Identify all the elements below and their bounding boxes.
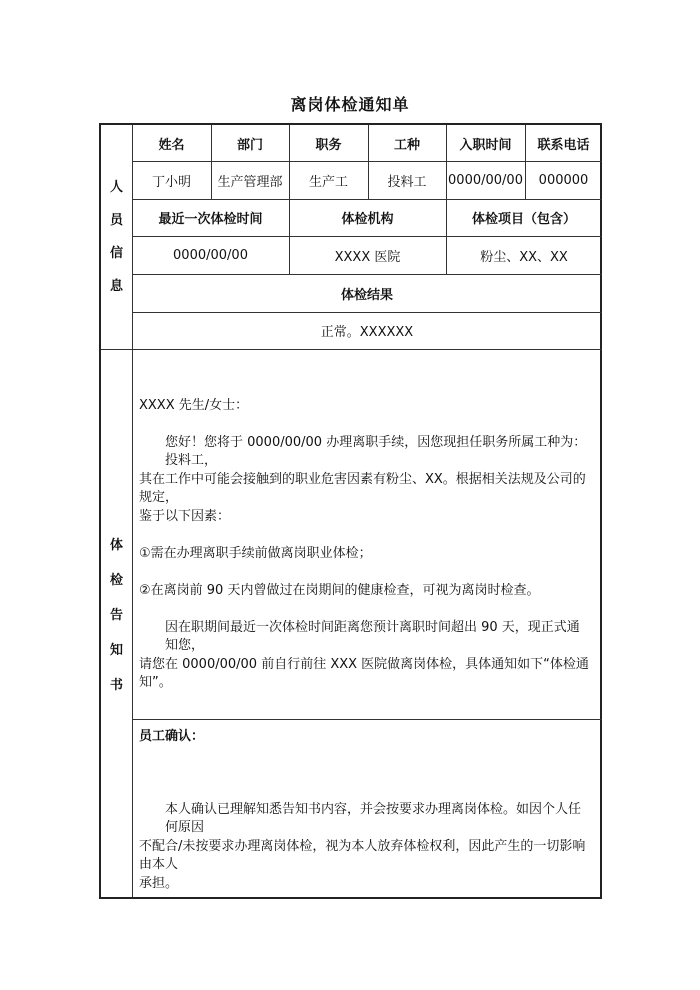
- label-char: 知: [109, 642, 123, 658]
- label-char: 息: [109, 279, 123, 294]
- value-job-type: 投料工: [387, 174, 427, 190]
- value-name: 丁小明: [151, 174, 191, 190]
- notice-item-1: ①需在办理离职手续前做离岗职业体检；: [139, 546, 372, 561]
- notice-paragraph-1-line-1: 您好！您将于 0000/00/00 办理离职手续，因您现担任职务所属工种为：投料工，: [165, 435, 587, 468]
- value-position: 生产工: [308, 174, 348, 190]
- label-char: 告: [109, 607, 123, 623]
- header-exam-institution: 体检机构: [341, 212, 394, 227]
- notice-paragraph-1-line-2: 其在工作中可能会接触到的职业危害因素有粉尘、XX。根据相关法规及公司的规定，: [139, 472, 586, 505]
- notice-paragraph-2-line-2: 请您在 0000/00/00 前自行前往 XXX 医院做离岗体检，具体通知如下“体检通知”。: [139, 657, 589, 690]
- header-job-type: 工种: [393, 137, 420, 153]
- section-label-personnel: [101, 161, 132, 313]
- notice-item-2: ②在离岗前 90 天内曾做过在岗期间的健康检查，可视为离岗时检查。: [139, 583, 540, 598]
- row-divider: [132, 719, 602, 720]
- header-hire-date: 入职时间: [459, 137, 512, 153]
- value-phone: 000000: [538, 172, 589, 188]
- confirm-line-2: 不配合/未按要求办理离岗体检，视为本人放弃体检权利，因此产生的一切影响由本人: [139, 839, 586, 872]
- confirm-line-3: 承担。: [139, 876, 179, 891]
- header-phone: 联系电话: [537, 137, 590, 153]
- value-exam-institution: XXXX 医院: [334, 249, 401, 265]
- label-char: 书: [109, 677, 123, 693]
- notice-form: [99, 123, 602, 899]
- section-divider: [101, 349, 602, 350]
- label-char: 信: [109, 246, 123, 261]
- notice-paragraph-1-line-3: 鉴于以下因素：: [139, 509, 231, 524]
- label-char: 检: [109, 572, 123, 588]
- value-exam-items: 粉尘、XX、XX: [480, 249, 568, 265]
- value-last-exam-time: 0000/00/00: [173, 247, 248, 263]
- header-position: 职务: [315, 137, 342, 153]
- confirm-header: 员工确认：: [139, 729, 205, 744]
- value-exam-result: 正常。XXXXXX: [320, 325, 414, 340]
- salutation: XXXX 先生/女士：: [139, 398, 249, 413]
- header-last-exam-time: 最近一次体检时间: [158, 212, 263, 227]
- header-department: 部门: [236, 137, 263, 153]
- notice-paragraph-2-line-1: 因在职期间最近一次体检时间距离您预计离职时间超出 90 天，现正式通知您，: [165, 620, 580, 653]
- header-exam-items: 体检项目（包含）: [471, 212, 576, 227]
- label-char: 人: [109, 180, 123, 195]
- label-char: 体: [109, 537, 123, 553]
- value-hire-date: 0000/00/00: [448, 172, 523, 188]
- header-name: 姓名: [158, 137, 185, 153]
- value-department: 生产管理部: [217, 174, 283, 190]
- section-label-notice: [101, 525, 132, 705]
- confirm-line-1: 本人确认已理解知悉告知书内容，并会按要求办理离岗体检。如因个人任何原因: [165, 802, 582, 835]
- label-char: 员: [109, 213, 123, 228]
- header-exam-result: 体检结果: [340, 287, 393, 303]
- page-title: 离岗体检通知单: [290, 95, 410, 114]
